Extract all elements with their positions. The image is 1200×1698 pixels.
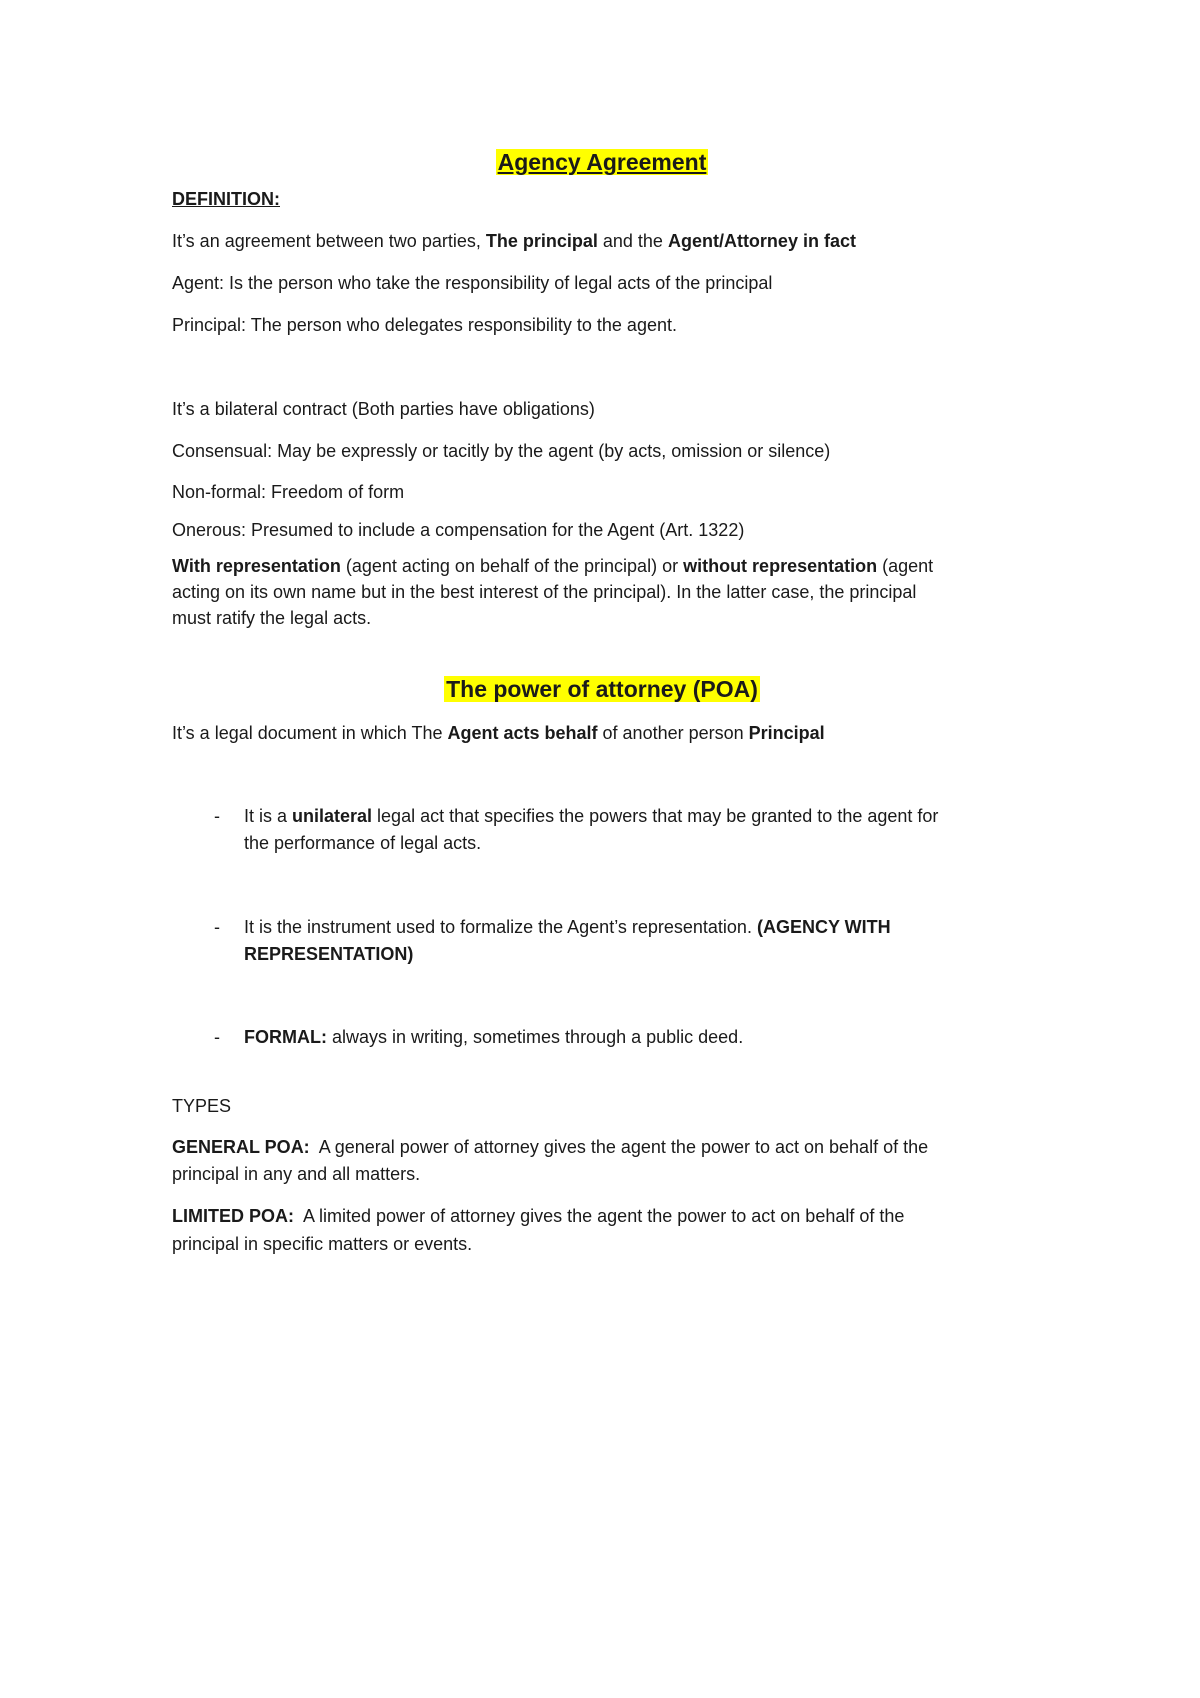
definition-heading: DEFINITION: <box>172 189 280 209</box>
limited-poa-line-1: LIMITED POA: A limited power of attorney gives the agent the power to act on behalf of the <box>172 1206 905 1226</box>
bullet-text: It is a unilateral legal act that specifies the powers that may be granted to the agent for <box>244 806 939 826</box>
representation-line-2: acting on its own name but in the best interest of the principal). In the latter case, the principal <box>172 582 917 602</box>
page-title <box>172 146 1032 180</box>
principal-definition: Principal: The person who delegates responsibility to the agent. <box>172 315 677 335</box>
bullet-dash: - <box>214 917 220 937</box>
agent-definition: Agent: Is the person who take the responsibility of legal acts of the principal <box>172 273 773 293</box>
definition-line: It’s an agreement between two parties, The principal and the Agent/Attorney in fact <box>172 231 856 251</box>
bilateral-line: It’s a bilateral contract (Both parties have obligations) <box>172 399 595 419</box>
representation-line-1: With representation (agent acting on behalf of the principal) or without representation (agent <box>172 556 934 576</box>
nonformal-line: Non-formal: Freedom of form <box>172 482 405 502</box>
general-poa-line-2: principal in any and all matters. <box>172 1164 421 1184</box>
bullet-text: It is the instrument used to formalize the Agent’s representation. (AGENCY WITH <box>244 917 891 937</box>
consensual-line: Consensual: May be expressly or tacitly by the agent (by acts, omission or silence) <box>172 441 831 461</box>
bullet-dash: - <box>214 806 220 826</box>
onerous-line: Onerous: Presumed to include a compensation for the Agent (Art. 1322) <box>172 520 745 540</box>
representation-line-3: must ratify the legal acts. <box>172 608 372 628</box>
title-text: Agency Agreement <box>497 149 707 175</box>
bullet-text: FORMAL: always in writing, sometimes through a public deed. <box>244 1027 744 1047</box>
types-heading: TYPES <box>172 1096 232 1116</box>
poa-title-text: The power of attorney (POA) <box>446 676 758 702</box>
bullet-text-continued: REPRESENTATION) <box>244 944 414 964</box>
poa-intro: It’s a legal document in which The Agent acts behalf of another person Principal <box>172 723 825 743</box>
poa-title <box>172 673 1032 707</box>
bullet-dash: - <box>214 1027 220 1047</box>
bullet-text-continued: the performance of legal acts. <box>244 833 482 853</box>
general-poa-line-1: GENERAL POA: A general power of attorney gives the agent the power to act on behalf of the <box>172 1137 929 1157</box>
limited-poa-line-2: principal in specific matters or events. <box>172 1234 473 1254</box>
